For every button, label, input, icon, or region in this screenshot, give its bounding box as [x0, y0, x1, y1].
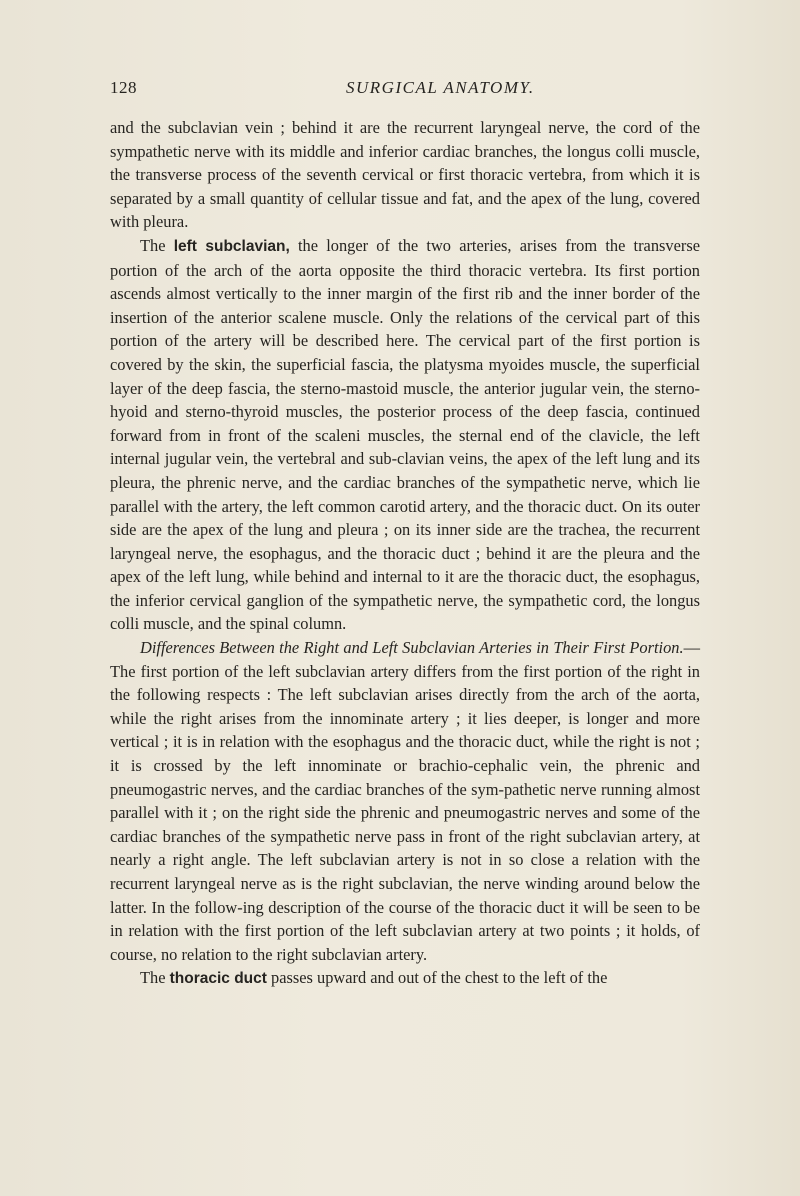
paragraph-4: The thoracic duct passes upward and out of the chest to the left of the — [140, 968, 608, 988]
paragraph-3 — [110, 636, 700, 966]
paragraph-4-text: passes upward and out of the chest to the left of the — [266, 968, 608, 988]
running-title: SURGICAL ANATOMY. — [346, 78, 535, 97]
page-header — [110, 78, 694, 102]
paragraph-2-text: the longer of the two arteries, arises from the transverse portion of the arch of the aorta opposite the third thoracic vertebra. Its first portion ascends almost vertically to the inner margin of the first rib and the inner border of the insertion of the anterior scalene muscle. Only the relations of the cervical part of this portion of the artery will be described here. The cervical part of the first portion is covered by the skin, the superficial fascia, the platysma myoides muscle, the superficial layer of the deep fascia, the sterno-mastoid muscle, the anterior jugular vein, the sterno-hyoid and sterno-thyroid muscles, the posterior process of the deep fascia, continued forward from in front of the scaleni muscles, the sternal end of the clavicle, the left internal jugular vein, the vertebral and sub-clavian veins, the apex of the left lung and its pleura, the phrenic nerve, and the cardiac branches of the sympathetic nerve, which lie parallel with the artery, the left common carotid artery, and the thoracic duct. On its outer side are the apex of the lung and pleura ; on its inner side are the trachea, the recurrent laryngeal nerve, the esophagus, and the thoracic duct ; behind it are the pleura and the apex of the left lung, while behind and internal to it are the thoracic duct, the esophagus, the inferior cervical ganglion of the sympathetic nerve, the sympathetic cord, the longus colli muscle, and the spinal column. — [110, 235, 700, 634]
body-text — [110, 116, 700, 991]
term-left-subclavian: left subclavian, — [173, 237, 290, 255]
page-number: 128 — [110, 78, 137, 97]
paragraph-2: The left subclavian, the longer of the two arteries, arises from the transverse portion of the arch of the aorta opposite the third thoracic vertebra. Its first portion ascends almost vertically to the inner margin of the first rib and the inner border of the insertion of the anterior scalene muscle. Only the relations of the cervical part of this portion of the artery will be described here. The cervical part of the first portion is covered by the skin, the superficial fascia, the platysma myoides muscle, the superficial layer of the deep fascia, the sterno-mastoid muscle, the anterior jugular vein, the sterno-hyoid and sterno-thyroid muscles, the posterior process of the deep fascia, continued forward from in front of the scaleni muscles, the sternal end of the clavicle, the left internal jugular vein, the vertebral and sub-clavian veins, the apex of the left lung and its pleura, the phrenic nerve, and the cardiac branches of the sympathetic nerve, which lie parallel with the artery, the left common carotid artery, and the thoracic duct. On its outer side are the apex of the lung and pleura ; on its inner side are the trachea, the recurrent laryngeal nerve, the esophagus, and the thoracic duct ; behind it are the pleura and the apex of the left lung, while behind and internal to it are the thoracic duct, the esophagus, the inferior cervical ganglion of the sympathetic nerve, the sympathetic cord, the longus colli muscle, and the spinal column. — [110, 235, 700, 634]
term-thoracic-duct: thoracic duct — [169, 970, 267, 988]
paragraph-1 — [110, 116, 700, 234]
section-heading-differences: Differences Between the Right and Left Subclavian Arteries in Their First Portion. — [140, 638, 684, 658]
paragraph-1-text: and the subclavian vein ; behind it are the recurrent laryngeal nerve, the cord of the sympathetic nerve with its middle and inferior cardiac branches, the longus colli muscle, the transverse process of the seventh cervical or first thoracic vertebra, from which it is separated by a small quantity of cellular tissue and fat, and the apex of the lung, covered with pleura. — [110, 118, 700, 232]
paragraph-3-text: —The first portion of the left subclavian artery differs from the first portion of the right in the following respects : The left subclavian arises directly from the arch of the aorta, while the right arises from the innominate artery ; it lies deeper, is longer and more vertical ; it is in relation with the esophagus and the thoracic duct, while the right is not ; it is crossed by the left innominate or brachio-cephalic vein, the phrenic and pneumogastric nerves, and the cardiac branches of the sym-pathetic nerve running almost parallel with it ; on the right side the phrenic and pneumogastric nerves and some of the cardiac branches of the sympathetic nerve pass in front of the right subclavian artery, at nearly a right angle. The left subclavian artery is not in so close a relation with the recurrent laryngeal nerve as is the right subclavian, the nerve winding around below the latter. In the follow-ing description of the course of the thoracic duct it will be seen to be in relation with the first portion of the left subclavian artery at two points ; it holds, of course, no relation to the right subclavian artery. — [110, 638, 700, 964]
